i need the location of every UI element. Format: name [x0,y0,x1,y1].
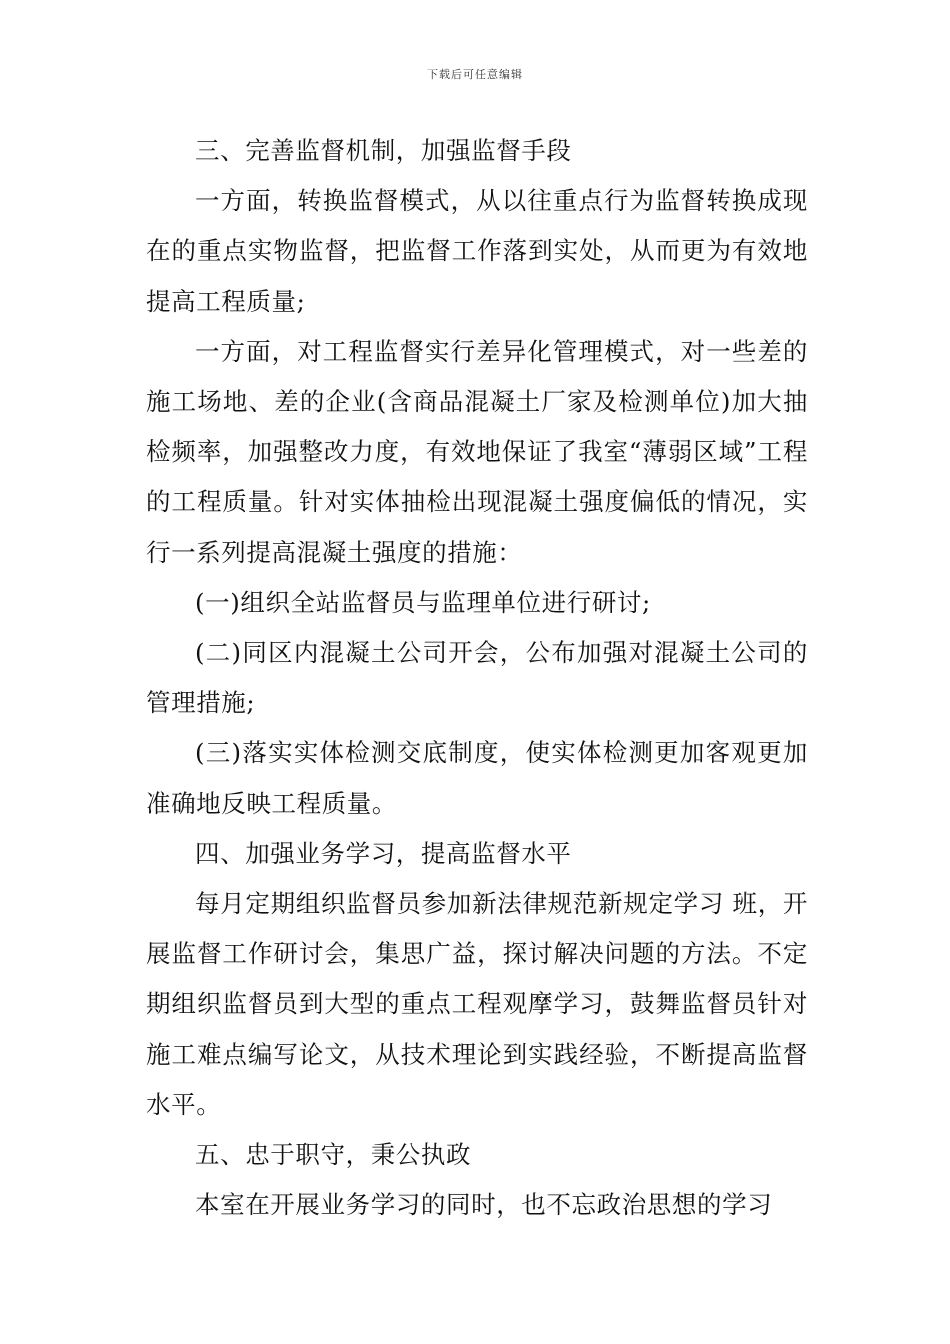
section-heading-3: 三、完善监督机制，加强监督手段 [195,136,572,165]
list-item: (一)组织全站监督员与监理单位进行研讨; [195,587,651,617]
page-header-note: 下载后可任意编辑 [427,68,523,81]
list-item: (三)落实实体检测交底制度，使实体检测更加客观更加准确地反映工程质量。 [146,738,808,818]
paragraph: 每月定期组织监督员参加新法律规范新规定学习 班，开展监督工作研讨会，集思广益，探讨解决问题的方法。不定期组织监督员到大型的重点工程观摩学习，鼓舞监督员针对施工难点编写论文，从技术理论到实践经验，不断提高监督水平。 [146,889,808,1119]
section-heading-5: 五、忠于职守，秉公执政 [195,1140,472,1170]
paragraph: 本室在开展业务学习的同时，也不忘政治思想的学习 [195,1190,773,1220]
section-heading-4: 四、加强业务学习，提高监督水平 [195,838,572,868]
document-body [146,126,808,1230]
list-item: (二)同区内混凝土公司开会，公布加强对混凝土公司的管理措施; [146,638,808,718]
paragraph: 一方面，转换监督模式，从以往重点行为监督转换成现在的重点实物监督，把监督工作落到实处，从而更为有效地提高工程质量; [146,186,808,316]
paragraph: 一方面，对工程监督实行差异化管理模式，对一些差的施工场地、差的企业(含商品混凝土厂家及检测单位)加大抽检频率，加强整改力度，有效地保证了我室“薄弱区域”工程的工程质量。针对实体抽检出现混凝土强度偏低的情况，实行一系列提高混凝土强度的措施： [146,336,808,567]
